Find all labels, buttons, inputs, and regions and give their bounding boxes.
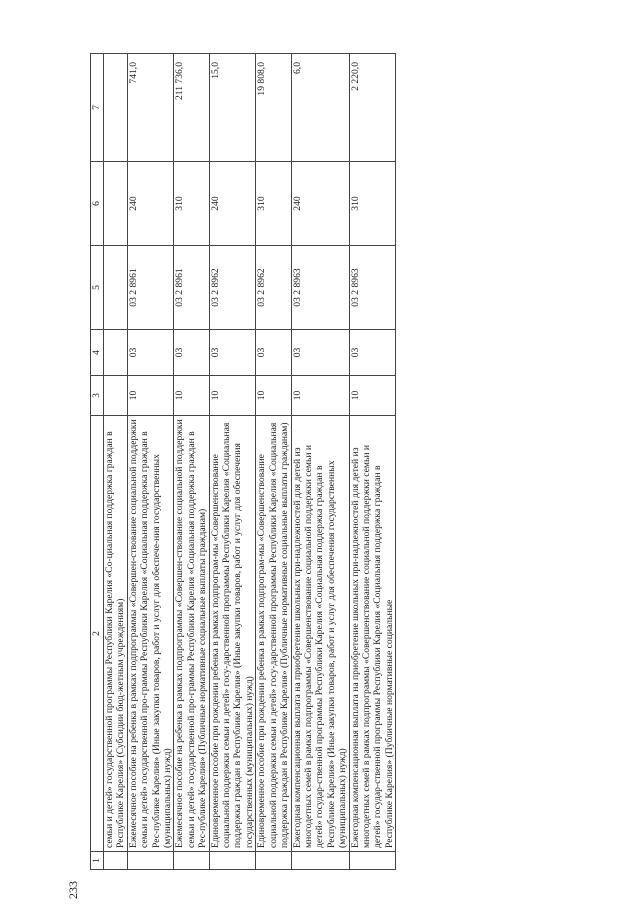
cell-expense-type: 310 bbox=[349, 162, 396, 246]
cell-expense-type: 240 bbox=[127, 162, 174, 246]
cell-subsection bbox=[104, 330, 128, 376]
cell-section: 10 bbox=[127, 376, 174, 416]
budget-table bbox=[90, 53, 396, 870]
header-row bbox=[91, 54, 104, 870]
cell-amount: 6,0 bbox=[291, 54, 349, 162]
cell-description: семьи и детей» государственной программы Республики Карелия «Со-циальная поддержка граждан в Республике Карелия» (Субсидии бюд-жетным учреждениям) bbox=[104, 416, 128, 852]
cell-target-article: 03 2 8963 bbox=[349, 246, 396, 330]
cell-target-article: 03 2 8961 bbox=[174, 246, 209, 330]
cell-subsection: 03 bbox=[291, 330, 349, 376]
table-row bbox=[174, 54, 209, 870]
cell-section: 10 bbox=[291, 376, 349, 416]
cell-expense-type: 240 bbox=[291, 162, 349, 246]
cell-number bbox=[256, 852, 291, 870]
cell-subsection: 03 bbox=[127, 330, 174, 376]
cell-description: Ежегодная компенсационная выплата на приобретение школьных при-надлежностей для детей из многодетных семей в рамках подпрограммы «Совершенствование социальной поддержки семьи и детей» государ-ственной программы Республики Карелия «Социальная поддержка граждан в Республике Карелия» (Иные закупки товаров, работ и услуг для обеспечения государственных (муниципальных) нужд) bbox=[291, 416, 349, 852]
cell-amount bbox=[104, 54, 128, 162]
cell-number bbox=[291, 852, 349, 870]
header-col-3: 3 bbox=[91, 376, 104, 416]
cell-description: Ежемесячное пособие на ребенка в рамках подпрограммы «Совершен-ствование социальной поддержки семьи и детей» государственной про-граммы Республики Карелия «Социальная поддержка граждан в Рес-публике Карелия» (Публичные нормативные социальные выплаты гражданам) bbox=[174, 416, 209, 852]
cell-number bbox=[209, 852, 256, 870]
cell-subsection: 03 bbox=[209, 330, 256, 376]
cell-target-article: 03 2 8963 bbox=[291, 246, 349, 330]
cell-target-article: 03 2 8962 bbox=[209, 246, 256, 330]
cell-expense-type: 240 bbox=[209, 162, 256, 246]
cell-section: 10 bbox=[349, 376, 396, 416]
table-row bbox=[209, 54, 256, 870]
budget-table-rotated bbox=[90, 54, 620, 870]
cell-number bbox=[349, 852, 396, 870]
page-number: 233 bbox=[66, 881, 80, 899]
cell-number bbox=[174, 852, 209, 870]
header-col-1: 1 bbox=[91, 852, 104, 870]
header-col-7: 7 bbox=[91, 54, 104, 162]
cell-amount: 15,0 bbox=[209, 54, 256, 162]
cell-expense-type: 310 bbox=[174, 162, 209, 246]
cell-target-article bbox=[104, 246, 128, 330]
header-col-5: 5 bbox=[91, 246, 104, 330]
cell-description: Единовременное пособие при рождении ребенка в рамках подпрограм-мы «Совершенствование социальной поддержки семьи и детей» госу-дарственной программы Республики Карелия «Социальная поддержка граждан в Республике Карелия» (Иные закупки товаров, работ и услуг для обеспечения государственных (муниципальных) нужд) bbox=[209, 416, 256, 852]
table-row bbox=[349, 54, 396, 870]
cell-amount: 19 808,0 bbox=[256, 54, 291, 162]
cell-description: Единовременное пособие при рождении ребенка в рамках подпрограм-мы «Совершенствование социальной поддержки семьи и детей» госу-дарственной программы Республики Карелия «Социальная поддержка граждан в Республике Карелия» (Публичные нормативные социальные выплаты гражданам) bbox=[256, 416, 291, 852]
cell-description: Ежемесячное пособие на ребенка в рамках подпрограммы «Совершен-ствование социальной поддержки семьи и детей» государственной про-граммы Республики Карелия «Социальная поддержка граждан в Рес-публике Карелия» (Иные закупки товаров, работ и услуг для обеспече-ния государственных (муниципальных) нужд) bbox=[127, 416, 174, 852]
cell-subsection: 03 bbox=[174, 330, 209, 376]
table-row bbox=[127, 54, 174, 870]
table-row bbox=[256, 54, 291, 870]
cell-section bbox=[104, 376, 128, 416]
cell-section: 10 bbox=[174, 376, 209, 416]
cell-subsection: 03 bbox=[256, 330, 291, 376]
cell-amount: 2 220,0 bbox=[349, 54, 396, 162]
header-col-4: 4 bbox=[91, 330, 104, 376]
cell-number bbox=[104, 852, 128, 870]
cell-section: 10 bbox=[209, 376, 256, 416]
cell-expense-type bbox=[104, 162, 128, 246]
cell-target-article: 03 2 8962 bbox=[256, 246, 291, 330]
table-row bbox=[291, 54, 349, 870]
header-col-2: 2 bbox=[91, 416, 104, 852]
header-col-6: 6 bbox=[91, 162, 104, 246]
cell-amount: 741,0 bbox=[127, 54, 174, 162]
table-row bbox=[104, 54, 128, 870]
cell-amount: 211 736,0 bbox=[174, 54, 209, 162]
cell-target-article: 03 2 8961 bbox=[127, 246, 174, 330]
cell-expense-type: 310 bbox=[256, 162, 291, 246]
cell-section: 10 bbox=[256, 376, 291, 416]
cell-subsection: 03 bbox=[349, 330, 396, 376]
cell-number bbox=[127, 852, 174, 870]
cell-description: Ежегодная компенсационная выплата на приобретение школьных при-надлежностей для детей из многодетных семей в рамках подпрограммы «Совершенствование социальной поддержки семьи и детей» государ-ственной программы Республики Карелия «Социальная поддержка граждан в Республике Карелия» (Публичные нормативные социальные bbox=[349, 416, 396, 852]
